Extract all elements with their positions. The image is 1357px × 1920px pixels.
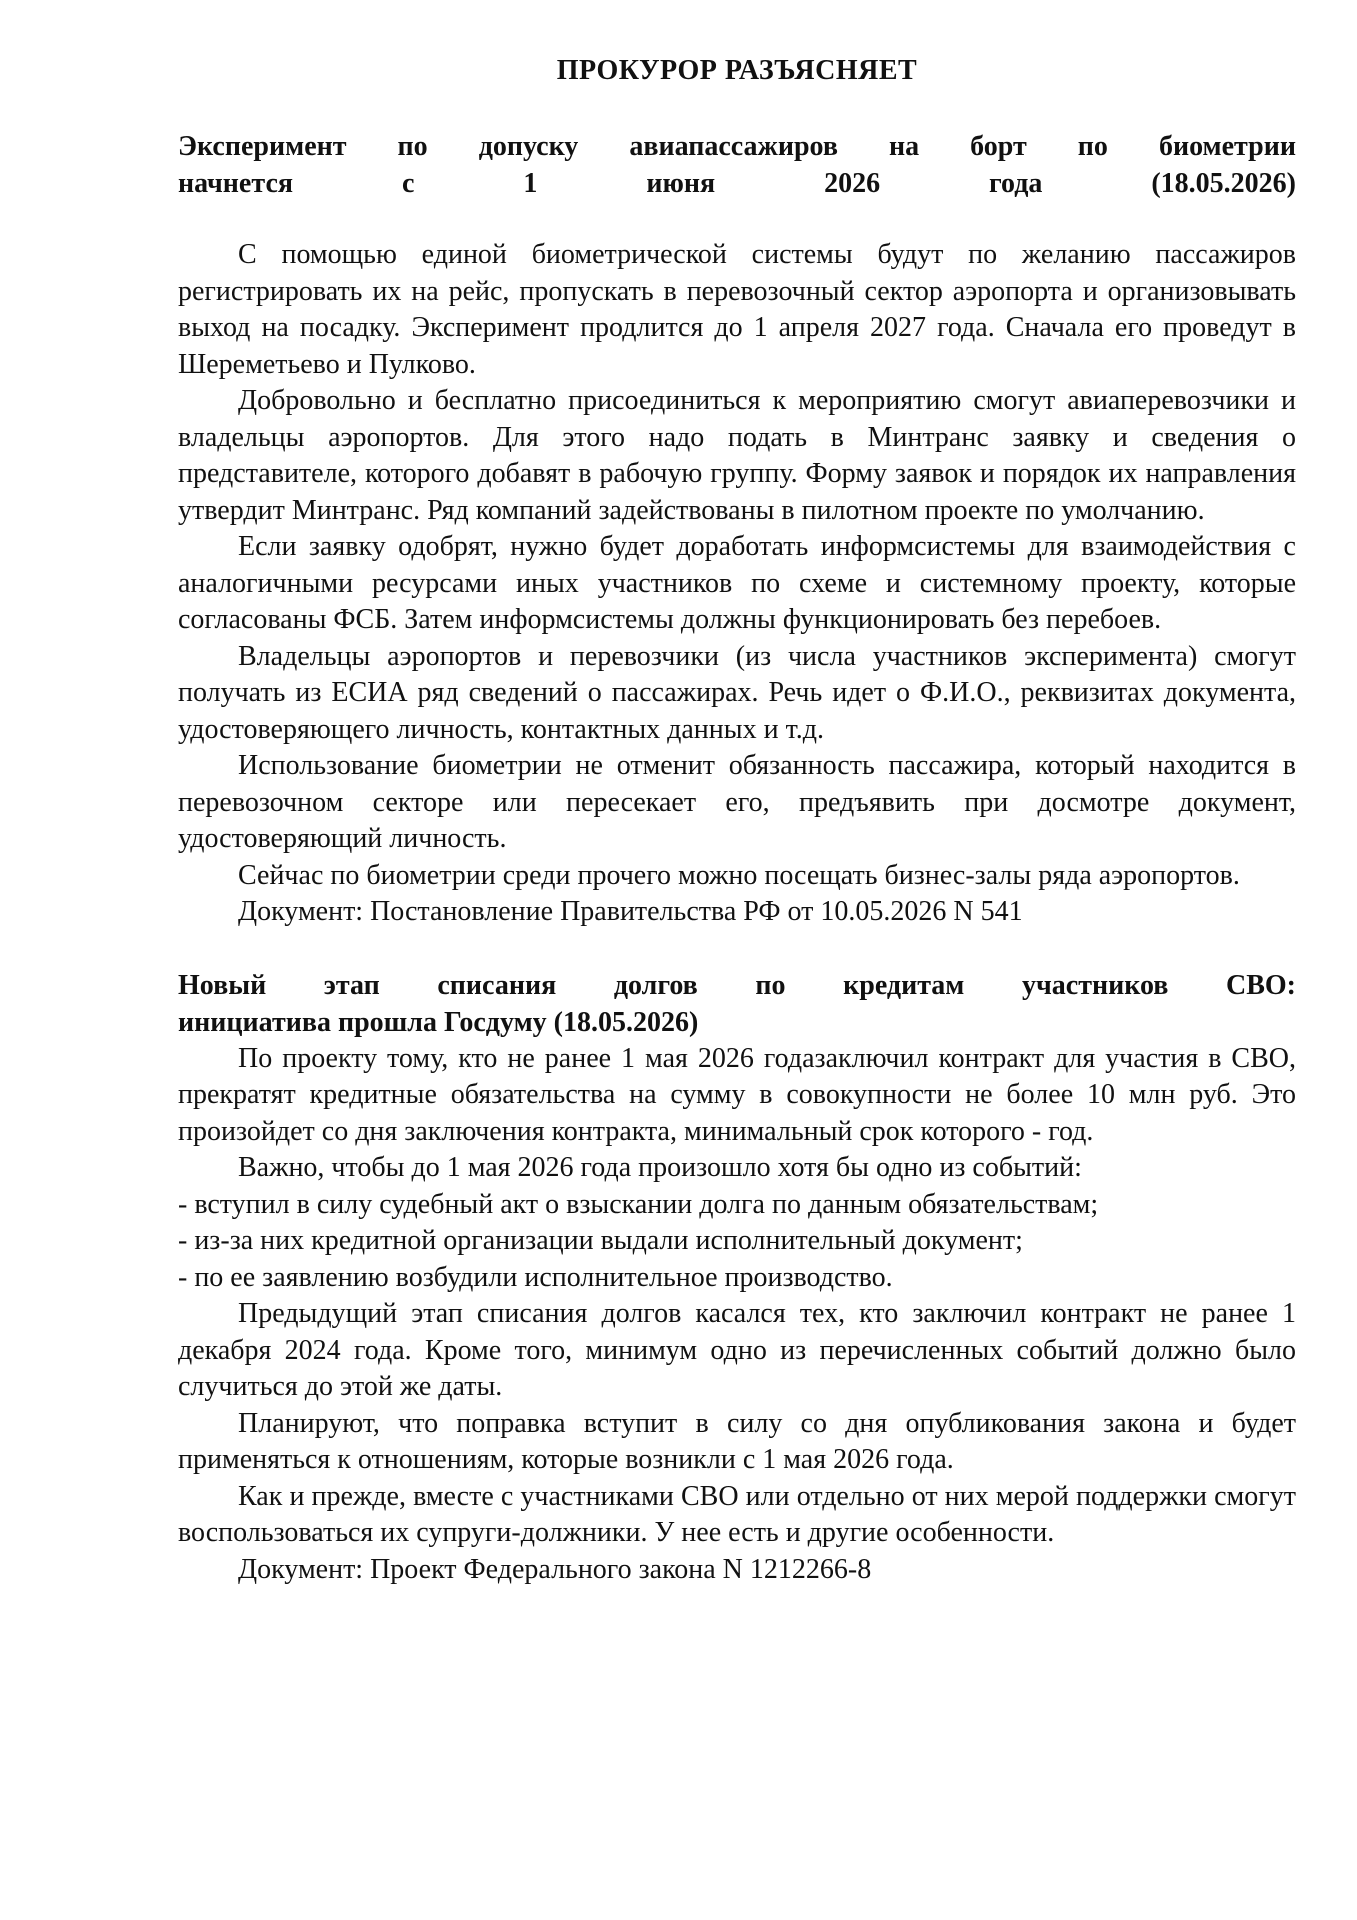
article-paragraph: Предыдущий этап списания долгов касался тех, кто заключил контракт не ранее 1 декабря 2024 года. Кроме того, минимум одно из перечисленных событий должно было случиться до этой же даты.: [178, 1298, 1296, 1402]
document-reference: Документ: Проект Федерального закона N 1212266-8: [238, 1553, 872, 1585]
heading-spacer: [178, 202, 1296, 237]
article-paragraph: Если заявку одобрят, нужно будет доработать информсистемы для взаимодействия с аналогичными ресурсами иных участников по схеме и системному проекту, которые согласованы ФСБ. Затем информсистемы должны функционировать без перебоев.: [178, 531, 1296, 635]
article-paragraph: Использование биометрии не отменит обязанность пассажира, который находится в перевозочном секторе или пересекает его, предъявить при досмотре документ, удостоверяющий личность.: [178, 750, 1296, 854]
list-item: - вступил в силу судебный акт о взыскании долга по данным обязательствам;: [178, 1188, 1099, 1220]
document-reference: Документ: Постановление Правительства РФ от 10.05.2026 N 541: [238, 896, 1023, 927]
article-paragraph: Планируют, что поправка вступит в силу со дня опубликования закона и будет применяться к отношениям, которые возникли с 1 мая 2026 года.: [178, 1407, 1296, 1475]
article-paragraph: По проекту тому, кто не ранее 1 мая 2026 годазаключил контракт для участия в СВО, прекратят кредитные обязательства на сумму в совокупности не более 10 млн руб. Это произойдет со дня заключения контракта, минимальный срок которого - год.: [178, 1042, 1296, 1147]
document-body: [178, 52, 1296, 1588]
article-paragraph: Добровольно и бесплатно присоединиться к мероприятию смогут авиаперевозчики и владельцы аэропортов. Для этого надо подать в Минтранс заявку и сведения о представителе, которого добавят в рабочую группу. Форму заявок и порядок их направления утвердит Минтранс. Ряд компаний задействованы в пилотном проекте по умолчанию.: [178, 385, 1296, 526]
article-heading-line: Новый этап списания долгов по кредитам участников СВО:: [178, 969, 1296, 1001]
article-biometrics: [178, 128, 1296, 931]
article-paragraph: Владельцы аэропортов и перевозчики (из числа участников эксперимента) смогут получать из ЕСИА ряд сведений о пассажирах. Речь идет о Ф.И.О., реквизитах документа, удостоверяющего личность, контактных данных и т.д.: [178, 640, 1296, 745]
list-item: - по ее заявлению возбудили исполнительное производство.: [178, 1261, 893, 1293]
article-heading-line: Эксперимент по допуску авиапассажиров на борт по биометрии: [178, 131, 1296, 162]
article-paragraph: Как и прежде, вместе с участниками СВО или отдельно от них мерой поддержки смогут воспользоваться их супруги-должники. У нее есть и другие особенности.: [178, 1480, 1296, 1548]
article-paragraph: С помощью единой биометрической системы будут по желанию пассажиров регистрировать их на рейс, пропускать в перевозочный сектор аэропорта и организовывать выход на посадку. Эксперимент продлится до 1 апреля 2027 года. Сначала его проведут в Шереметьево и Пулково.: [178, 239, 1296, 380]
article-heading-line: начнется с 1 июня 2026 года (18.05.2026): [178, 168, 1296, 199]
article-svo-debts: [178, 967, 1296, 1589]
list-item: - из-за них кредитной организации выдали исполнительный документ;: [178, 1225, 1023, 1256]
article-paragraph: Сейчас по биометрии среди прочего можно посещать бизнес-залы ряда аэропортов.: [238, 859, 1240, 891]
article-heading-line: инициатива прошла Госдуму (18.05.2026): [178, 1006, 699, 1038]
document-title: ПРОКУРОР РАЗЪЯСНЯЕТ: [556, 55, 918, 86]
article-paragraph: Важно, чтобы до 1 мая 2026 года произошло хотя бы одно из событий:: [238, 1152, 1082, 1183]
